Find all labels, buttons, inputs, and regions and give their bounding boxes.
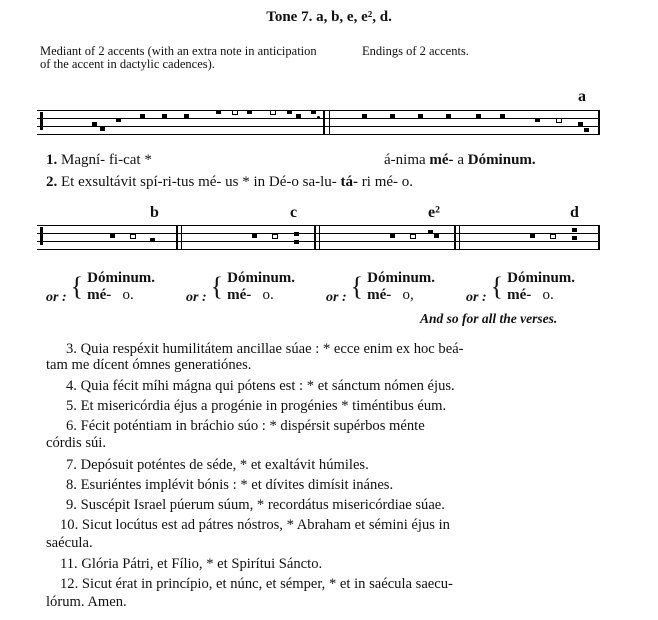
verse-5: 5. Et misericórdia éjus a progénie in progénies * timéntibus éum.	[66, 398, 447, 414]
alternative-c: or : { Dóminum. mé- o.	[186, 270, 296, 305]
ending-mark-a: a	[578, 88, 586, 105]
alternative-d: or : { Dóminum. mé- o.	[466, 270, 576, 305]
verse-11: 11. Glória Pátri, et Fílio, * et Spirítui Sáncto.	[60, 556, 323, 572]
verse-8: 8. Esuriéntes implévit bónis : * et dívites dimísit inánes.	[66, 477, 394, 493]
footer-note: And so for all the verses.	[420, 311, 558, 326]
ending-mark-e2: e²	[428, 204, 440, 221]
endings-note: Endings of 2 accents.	[362, 44, 469, 58]
verse-3-cont: tam me dícent ómnes generatiónes.	[46, 357, 252, 373]
verse-12: 12. Sicut érat in princípio, et núnc, et sémper, * et in saécula saecu-	[60, 576, 453, 592]
verse-12-cont: lórum. Amen.	[46, 594, 127, 610]
verse-6-cont: córdis súi.	[46, 435, 106, 451]
verse-9: 9. Suscépit Israel púerum súum, * recordátus misericórdiae súae.	[66, 497, 445, 513]
clef-icon	[40, 227, 43, 245]
alternative-e2: or : { Dóminum. mé- o,	[326, 270, 436, 305]
alternative-b: or : { Dóminum. mé- o.	[46, 270, 156, 305]
verse-10-cont: saécula.	[46, 535, 93, 551]
ending-mark-b: b	[150, 204, 159, 221]
verse-3: 3. Quia respéxit humilitátem ancillae súae : * ecce enim ex hoc beá-	[66, 341, 464, 357]
verse-7: 7. Depósuit poténtes de séde, * et exaltávit húmiles.	[66, 457, 369, 473]
page-title: Tone 7. a, b, e, e², d.	[266, 9, 392, 25]
clef-icon	[40, 112, 43, 130]
ending-mark-c: c	[290, 204, 298, 221]
lyric-line-1-end: á-nima mé- a Dóminum.	[384, 152, 536, 168]
lyric-line-2: 2. Et exsultávit spí-ri-tus mé- us * in Dé-o sa-lu- tá- ri mé- o.	[46, 174, 414, 190]
verse-10: 10. Sicut locútus est ad pátres nóstros, * Abraham et sémini éjus in	[60, 517, 450, 533]
mediant-note: Mediant of 2 accents (with an extra note in anticipation of the accent in dactylic cadences).	[40, 44, 317, 71]
lyric-line-1: 1. Magní- fi-cat *	[46, 152, 152, 168]
ending-mark-d: d	[570, 204, 579, 221]
verse-4: 4. Quia fécit míhi mágna qui pótens est : * et sánctum nómen éjus.	[66, 378, 455, 394]
verse-6: 6. Fécit poténtiam in bráchio súo : * dispérsit supérbos ménte	[66, 418, 425, 434]
